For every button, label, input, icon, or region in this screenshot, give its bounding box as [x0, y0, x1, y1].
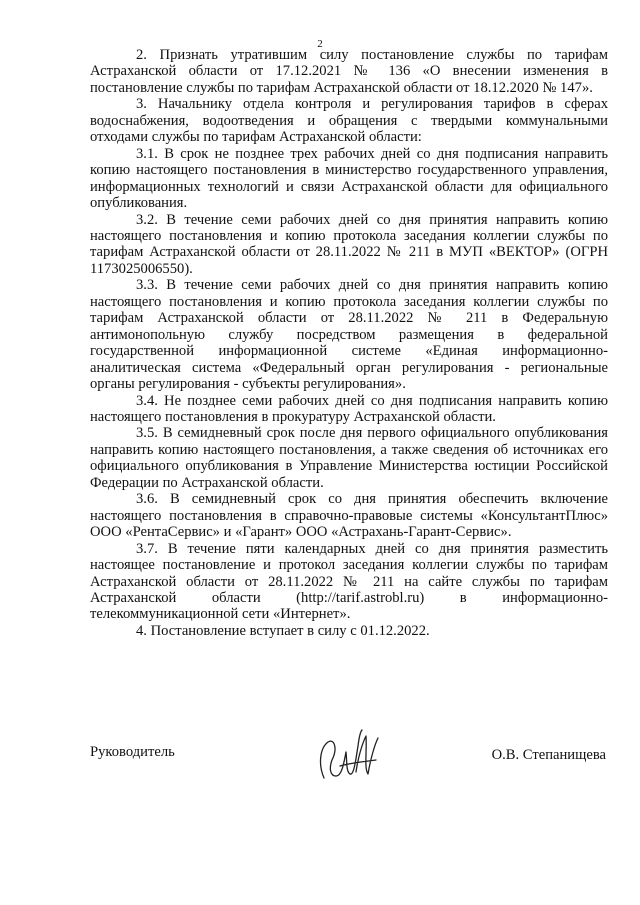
paragraph-2: 2. Признать утратившим силу постановление службы по тарифам Астраханской области от 17.12.2021 № 136 «О внесении изменения в постановление службы по тарифам Астраханской области от 18.12.2020 № 147». — [90, 47, 608, 96]
paragraph-3-6: 3.6. В семидневный срок со дня принятия обеспечить включение настоящего постановления в справочно-правовые системы «КонсультантПлюс» ООО «РентаСервис» и «Гарант» ООО «Астрахань-Гарант-Сервис». — [90, 491, 608, 541]
document-body — [90, 47, 608, 639]
paragraph-3-3: 3.3. В течение семи рабочих дней со дня принятия направить копию настоящего постановления и копию протокола заседания коллегии службы по тарифам Астраханской области от 28.11.2022 № 211 в Федеральную антимонопольную службу посредством размещения в федеральной государственной информационной системе «Единая информационно-аналитическая система «Федеральный орган регулирования - региональные органы регулирования - субъекты регулирования». — [90, 277, 608, 393]
signature-block — [90, 736, 608, 796]
signatory-name: О.В. Степанищева — [491, 747, 606, 763]
paragraph-3-7: 3.7. В течение пяти календарных дней со дня принятия разместить настоящее постановление и протокол заседания коллегии службы по тарифам Астраханской области от 28.11.2022 № 211 на сайте службы по тарифам Астраханской области (http://tarif.astrobl.ru) в информационно-телекоммуникационной сети «Интернет». — [90, 540, 608, 623]
paragraph-3-1: 3.1. В срок не позднее трех рабочих дней со дня подписания направить копию настоящего постановления в министерство государственного управления, информационных технологий и связи Астраханской области для официального опубликования. — [90, 145, 608, 212]
signatory-title: Руководитель — [90, 744, 175, 760]
paragraph-3-4: 3.4. Не позднее семи рабочих дней со дня подписания направить копию настоящего постановления в прокуратуру Астраханской области. — [90, 392, 608, 425]
page-number: 2 — [317, 38, 323, 50]
paragraph-3-2: 3.2. В течение семи рабочих дней со дня принятия направить копию настоящего постановления и копию протокола заседания коллегии службы по тарифам Астраханской области от 28.11.2022 № 211 в МУП «ВЕКТОР» (ОГРН 1173025006550). — [90, 211, 608, 277]
handwritten-signature — [316, 726, 384, 786]
paragraph-3-5: 3.5. В семидневный срок после дня первого официального опубликования направить копию настоящего постановления, а также сведения об источниках его официального опубликования в Управление Министерства юстиции Российской Федерации по Астраханской области. — [90, 425, 608, 491]
paragraph-4: 4. Постановление вступает в силу с 01.12.2022. — [136, 622, 430, 639]
paragraph-3: 3. Начальнику отдела контроля и регулирования тарифов в сферах водоснабжения, водоотведения и обращения с твердыми коммунальными отходами службы по тарифам Астраханской области: — [90, 96, 608, 146]
